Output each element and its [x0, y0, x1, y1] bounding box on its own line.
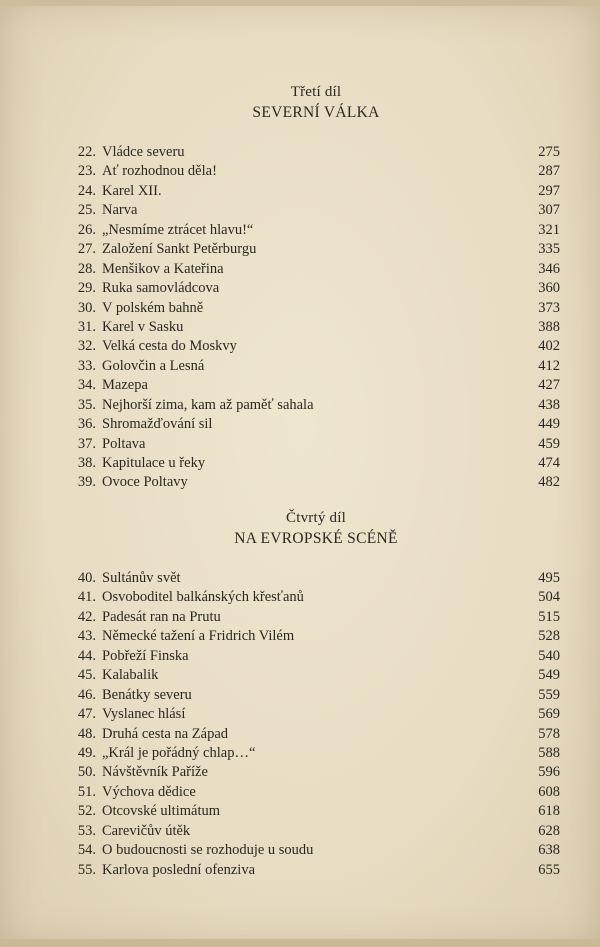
- chapter-title: Osvoboditel balkánských křesťanů: [102, 589, 304, 606]
- chapter-number: 27.: [77, 241, 96, 258]
- toc-entry: [66, 608, 560, 627]
- chapter-title: Benátky severu: [102, 686, 192, 703]
- toc-entry: [66, 143, 560, 162]
- chapter-title: O budoucnosti se rozhoduje u soudu: [102, 842, 314, 859]
- chapter-title: Velká cesta do Moskvy: [102, 338, 237, 355]
- chapter-page-number: 638: [538, 842, 560, 859]
- chapter-page-number: 297: [538, 182, 560, 199]
- chapter-title: Vyslanec hlásí: [102, 706, 186, 723]
- chapter-page-number: 438: [538, 396, 560, 413]
- chapter-number: 24.: [77, 182, 96, 199]
- part4-label: Čtvrtý díl: [286, 510, 346, 526]
- page-bottom-edge: [0, 939, 600, 947]
- chapter-title: Otcovské ultimátum: [102, 803, 220, 820]
- toc-entry: [66, 182, 560, 201]
- chapter-page-number: 549: [538, 667, 560, 684]
- toc-entry: [66, 686, 560, 705]
- toc-entry: [66, 569, 560, 588]
- chapter-page-number: 275: [538, 144, 560, 160]
- chapter-page-number: 307: [538, 202, 560, 219]
- chapter-title: Kapitulace u řeky: [102, 455, 206, 471]
- chapter-page-number: 449: [538, 416, 560, 433]
- part4-title: NA EVROPSKÉ SCÉNĚ: [234, 530, 398, 547]
- chapter-page-number: 287: [538, 163, 560, 180]
- chapter-page-number: 515: [538, 608, 560, 625]
- chapter-page-number: 608: [538, 783, 560, 800]
- chapter-title: Karlova poslední ofenziva: [102, 861, 256, 878]
- toc-entry: [66, 802, 560, 821]
- chapter-number: 40.: [77, 570, 96, 586]
- chapter-title: V polském bahně: [102, 299, 204, 316]
- toc-entry: [66, 666, 560, 685]
- toc-entry: [66, 299, 560, 318]
- chapter-page-number: 588: [538, 744, 560, 761]
- toc-entry: [66, 415, 560, 434]
- chapter-number: 33.: [77, 357, 96, 374]
- chapter-number: 41.: [77, 589, 96, 606]
- toc-entry: [66, 396, 560, 415]
- toc-entry: [66, 454, 560, 473]
- chapter-number: 45.: [77, 667, 96, 684]
- chapter-page-number: 402: [538, 338, 560, 355]
- chapter-page-number: 618: [538, 803, 560, 820]
- chapter-title: Nejhorší zima, kam až paměť sahala: [102, 396, 314, 413]
- chapter-title: Padesát ran na Prutu: [102, 608, 221, 625]
- chapter-title: Mazepa: [102, 377, 148, 394]
- chapter-page-number: 482: [538, 474, 560, 491]
- chapter-page-number: 388: [538, 318, 560, 335]
- toc-entry: [66, 201, 560, 220]
- chapter-title: Návštěvník Paříže: [102, 764, 208, 781]
- chapter-number: 30.: [77, 299, 96, 316]
- chapter-number: 25.: [77, 202, 96, 219]
- part4-chapter-list: [66, 569, 560, 880]
- chapter-title: „Nesmíme ztrácet hlavu!“: [102, 221, 254, 238]
- chapter-title: Karel XII.: [102, 182, 162, 199]
- chapter-page-number: 528: [538, 628, 560, 645]
- chapter-page-number: 459: [538, 435, 560, 452]
- chapter-number: 22.: [77, 144, 96, 160]
- chapter-title: Výchova dědice: [102, 783, 196, 800]
- toc-entry: [66, 744, 560, 763]
- chapter-title: Německé tažení a Fridrich Vilém: [102, 628, 295, 645]
- toc-entry: [66, 763, 560, 782]
- chapter-page-number: 335: [538, 241, 560, 258]
- chapter-title: Ovoce Poltavy: [102, 474, 188, 491]
- toc-entry: [66, 357, 560, 376]
- chapter-page-number: 596: [538, 764, 560, 781]
- chapter-title: Sultánův svět: [102, 570, 181, 586]
- chapter-number: 35.: [77, 396, 96, 413]
- chapter-title: Golovčin a Lesná: [102, 357, 205, 374]
- chapter-page-number: 373: [538, 299, 560, 316]
- chapter-page-number: 360: [538, 280, 560, 297]
- chapter-number: 46.: [77, 686, 96, 703]
- part3-chapter-list: [66, 143, 560, 493]
- chapter-number: 51.: [77, 783, 96, 800]
- chapter-number: 29.: [77, 280, 96, 297]
- toc-entry: [66, 705, 560, 724]
- chapter-page-number: 628: [538, 822, 560, 839]
- chapter-number: 36.: [77, 416, 96, 433]
- toc-entry: [66, 279, 560, 298]
- chapter-page-number: 504: [538, 589, 560, 606]
- chapter-page-number: 321: [538, 221, 560, 238]
- toc-entry: [66, 725, 560, 744]
- toc-entry: [66, 841, 560, 860]
- chapter-title: Shromažďování sil: [102, 416, 213, 433]
- chapter-title: Carevičův útěk: [102, 822, 191, 839]
- chapter-page-number: 578: [538, 725, 560, 742]
- chapter-title: Poltava: [102, 435, 146, 452]
- chapter-page-number: 346: [538, 260, 560, 277]
- chapter-number: 26.: [77, 221, 96, 238]
- chapter-title: Ruka samovládcova: [102, 280, 220, 297]
- toc-entry: [66, 260, 560, 279]
- chapter-title: Druhá cesta na Západ: [102, 725, 229, 742]
- chapter-number: 50.: [77, 764, 96, 781]
- toc-entry: [66, 647, 560, 666]
- toc-entry: [66, 473, 560, 492]
- chapter-page-number: 427: [538, 377, 560, 394]
- toc-entry: [66, 337, 560, 356]
- toc-entry: [66, 861, 560, 880]
- page-top-edge: [0, 0, 600, 6]
- chapter-number: 49.: [77, 744, 96, 761]
- chapter-title: Kalabalik: [102, 667, 159, 684]
- chapter-title: „Král je pořádný chlap…“: [102, 744, 256, 761]
- chapter-number: 23.: [77, 163, 96, 180]
- chapter-title: Karel v Sasku: [102, 318, 184, 335]
- toc-entry: [66, 240, 560, 259]
- toc-entry: [66, 221, 560, 240]
- chapter-number: 37.: [77, 435, 96, 452]
- toc-entry: [66, 435, 560, 454]
- chapter-page-number: 569: [538, 706, 560, 723]
- toc-entry: [66, 822, 560, 841]
- chapter-number: 44.: [77, 647, 96, 664]
- toc-entry: [66, 318, 560, 337]
- chapter-number: 34.: [77, 377, 96, 394]
- chapter-number: 42.: [77, 608, 96, 625]
- chapter-title: Vládce severu: [102, 144, 185, 160]
- chapter-number: 32.: [77, 338, 96, 355]
- toc-entry: [66, 162, 560, 181]
- chapter-number: 28.: [77, 260, 96, 277]
- chapter-number: 39.: [77, 474, 96, 491]
- chapter-title: Pobřeží Finska: [102, 647, 189, 664]
- chapter-page-number: 474: [538, 455, 560, 471]
- toc-entry: [66, 783, 560, 802]
- chapter-title: Založení Sankt Petěrburgu: [102, 241, 257, 258]
- chapter-number: 54.: [77, 842, 96, 859]
- chapter-title: Menšikov a Kateřina: [102, 260, 224, 277]
- part3-label: Třetí díl: [290, 84, 342, 100]
- chapter-number: 52.: [77, 803, 96, 820]
- chapter-number: 31.: [77, 318, 96, 335]
- chapter-page-number: 655: [538, 861, 560, 878]
- chapter-page-number: 540: [538, 647, 560, 664]
- toc-entry: [66, 627, 560, 646]
- chapter-number: 48.: [77, 725, 96, 742]
- chapter-page-number: 495: [538, 570, 560, 586]
- chapter-number: 38.: [77, 455, 96, 471]
- chapter-page-number: 412: [538, 357, 560, 374]
- part3-title: SEVERNÍ VÁLKA: [252, 104, 380, 121]
- chapter-title: Ať rozhodnou děla!: [102, 163, 217, 180]
- chapter-title: Narva: [102, 202, 138, 219]
- chapter-page-number: 559: [538, 686, 560, 703]
- chapter-number: 55.: [77, 861, 96, 878]
- toc-entry: [66, 376, 560, 395]
- chapter-number: 43.: [77, 628, 96, 645]
- chapter-number: 53.: [77, 822, 96, 839]
- chapter-number: 47.: [77, 706, 96, 723]
- toc-entry: [66, 588, 560, 607]
